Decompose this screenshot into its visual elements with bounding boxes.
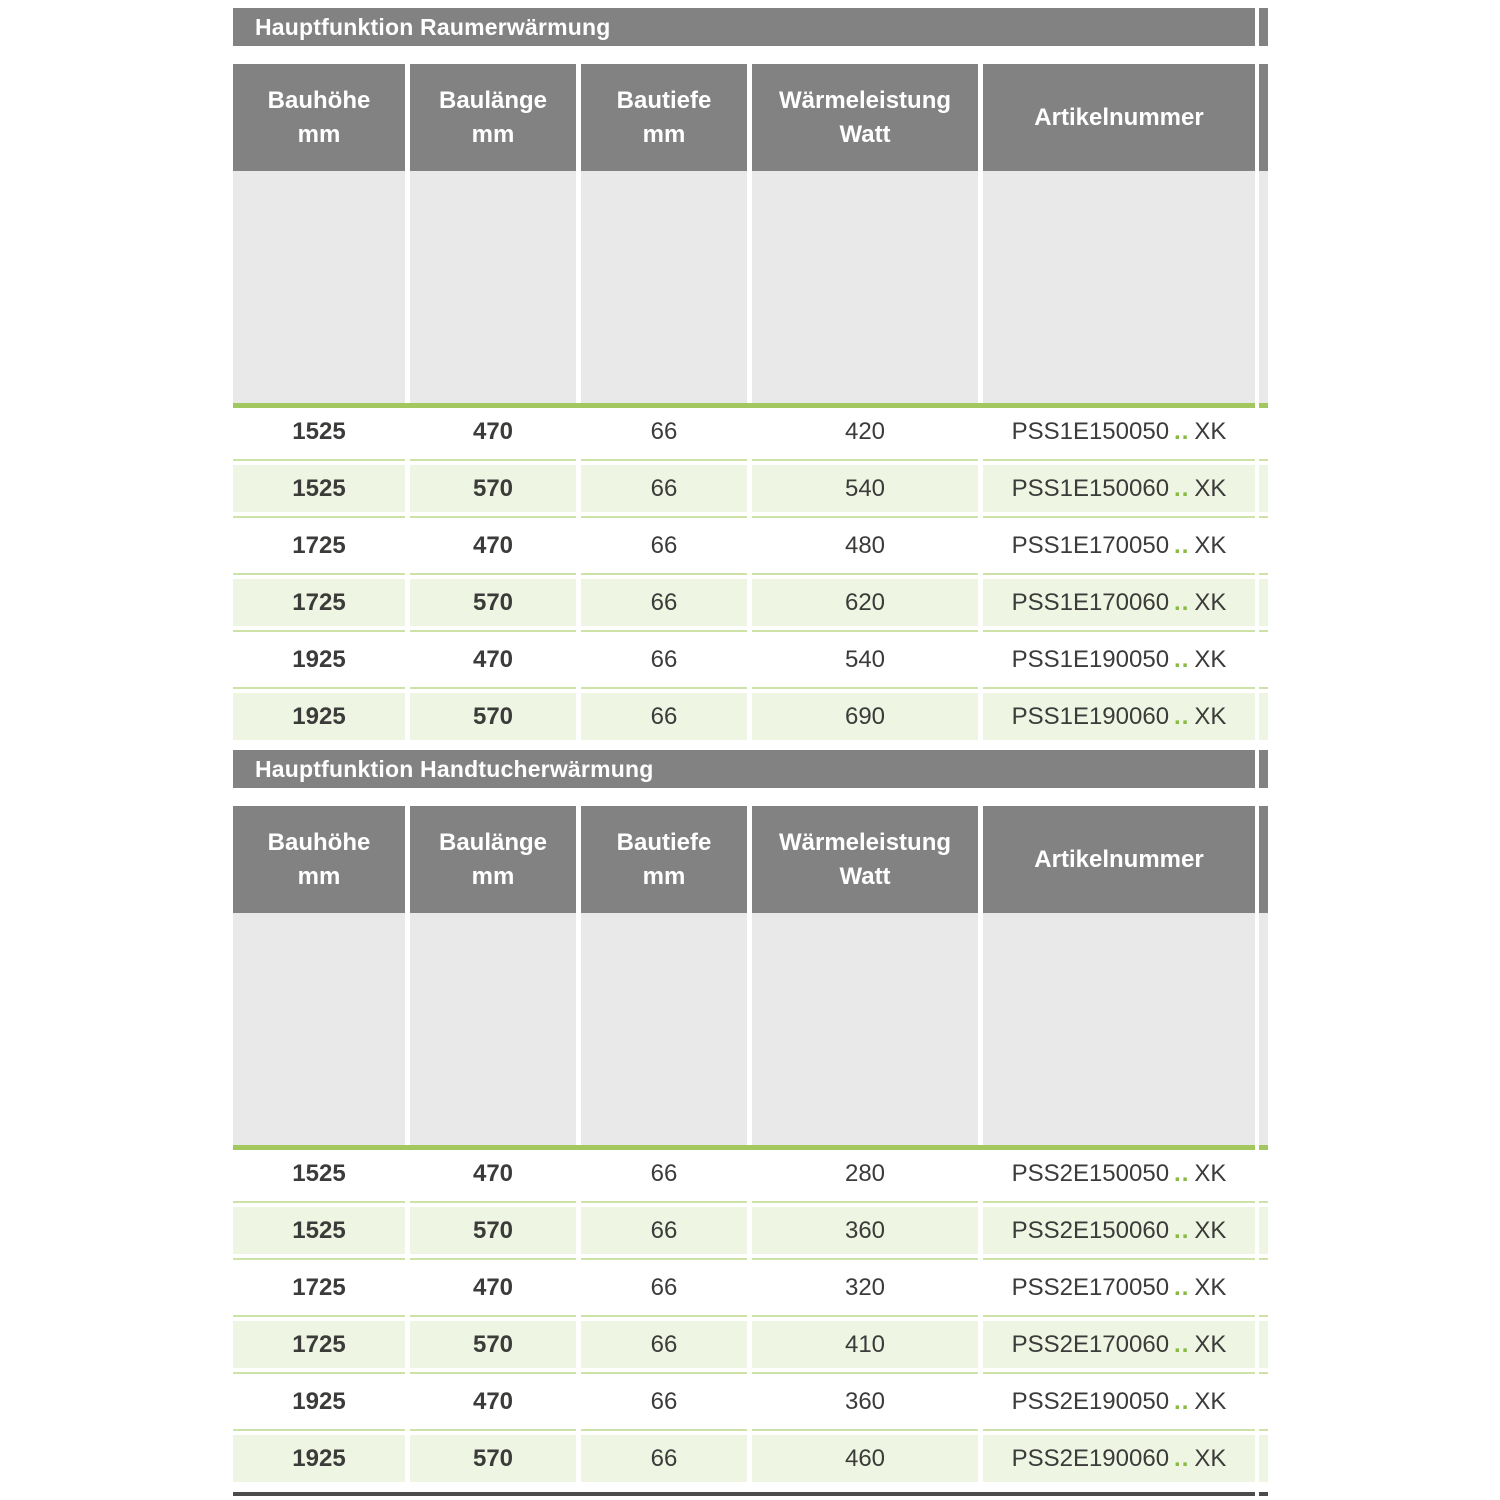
column-header-line1: Bautiefe [616,828,712,856]
table-row [233,1435,1268,1482]
cell-baulaenge: 570 [410,1321,576,1368]
section-title: Hauptfunktion Handtucherwärmung [255,755,654,782]
artikel-prefix: PSS1E190050 [1011,645,1170,673]
table-row [233,1378,1268,1425]
artikel-prefix: PSS1E150060 [1011,474,1170,502]
table-edge-sliver [1259,693,1268,740]
image-placeholder [581,171,747,403]
column-header-artikelnummer [983,64,1255,171]
artikel-suffix: XK [1194,417,1227,445]
cell-baulaenge: 470 [410,636,576,683]
cell-artikelnummer [983,636,1255,683]
column-header-artikelnummer [983,806,1255,913]
column-header-line2: mm [642,120,686,148]
table-edge-sliver [1259,913,1268,1145]
column-header-bautiefe [581,806,747,913]
bottom-rule [233,1492,1268,1496]
column-header-baulaenge [410,64,576,171]
cell-bautiefe: 66 [581,465,747,512]
cell-artikelnummer [983,1378,1255,1425]
table-edge-sliver [1259,522,1268,569]
cell-waermeleistung: 540 [752,636,978,683]
column-header-line2: Watt [839,862,891,890]
cell-artikelnummer [983,1207,1255,1254]
artikel-prefix: PSS2E170050 [1011,1273,1170,1301]
artikel-dots: .. [1174,474,1190,502]
cell-baulaenge: 470 [410,1264,576,1311]
artikel-dots: .. [1174,588,1190,616]
cell-waermeleistung: 460 [752,1435,978,1482]
cell-baulaenge: 470 [410,1150,576,1197]
column-header-line1: Wärmeleistung [778,86,952,114]
cell-waermeleistung: 480 [752,522,978,569]
artikel-dots: .. [1174,1159,1190,1187]
cell-bauhoehe: 1725 [233,1264,405,1311]
cell-artikelnummer [983,1264,1255,1311]
section-title-bar [233,750,1255,788]
image-placeholder [410,171,576,403]
artikel-dots: .. [1174,1330,1190,1358]
artikel-prefix: PSS2E150060 [1011,1216,1170,1244]
section-title: Hauptfunktion Raumerwärmung [255,13,611,40]
product-image-area [233,171,1268,403]
image-placeholder [752,171,978,403]
cell-bauhoehe: 1925 [233,1435,405,1482]
column-header-line2: mm [297,120,341,148]
column-header-line1: Bauhöhe [267,828,371,856]
table-edge-sliver [1259,64,1268,171]
cell-bauhoehe: 1725 [233,1321,405,1368]
cell-bautiefe: 66 [581,1150,747,1197]
cell-waermeleistung: 420 [752,408,978,455]
data-rows [233,1150,1268,1482]
cell-waermeleistung: 540 [752,465,978,512]
cell-bautiefe: 66 [581,1207,747,1254]
cell-bauhoehe: 1925 [233,636,405,683]
data-rows [233,408,1268,740]
cell-artikelnummer [983,1435,1255,1482]
artikel-prefix: PSS2E190060 [1011,1444,1170,1472]
artikel-suffix: XK [1194,588,1227,616]
cell-artikelnummer [983,1321,1255,1368]
artikel-suffix: XK [1194,531,1227,559]
cell-bautiefe: 66 [581,636,747,683]
table-row [233,693,1268,740]
cell-waermeleistung: 360 [752,1378,978,1425]
artikel-suffix: XK [1194,1444,1227,1472]
artikel-dots: .. [1174,645,1190,673]
artikel-prefix: PSS1E170060 [1011,588,1170,616]
cell-artikelnummer [983,408,1255,455]
image-placeholder [233,171,405,403]
cell-waermeleistung: 280 [752,1150,978,1197]
column-header-waermeleistung [752,64,978,171]
table-edge-sliver [1259,806,1268,913]
artikel-suffix: XK [1194,1387,1227,1415]
artikel-dots: .. [1174,702,1190,730]
section-title-bar [233,8,1255,46]
cell-waermeleistung: 360 [752,1207,978,1254]
column-header-line1: Bauhöhe [267,86,371,114]
cell-artikelnummer [983,693,1255,740]
table-edge-sliver [1259,408,1268,455]
artikel-suffix: XK [1194,1273,1227,1301]
artikel-prefix: PSS2E190050 [1011,1387,1170,1415]
cell-bautiefe: 66 [581,408,747,455]
column-header-row [233,806,1268,913]
artikel-dots: .. [1174,1273,1190,1301]
cell-baulaenge: 570 [410,465,576,512]
cell-bautiefe: 66 [581,1435,747,1482]
table-row [233,408,1268,455]
artikel-dots: .. [1174,417,1190,445]
column-header-bautiefe [581,64,747,171]
artikel-prefix: PSS1E190060 [1011,702,1170,730]
table-edge-sliver [1259,1150,1268,1197]
table-edge-sliver [1259,1378,1268,1425]
column-header-bauhoehe [233,806,405,913]
cell-bauhoehe: 1725 [233,522,405,569]
table-edge-sliver [1259,636,1268,683]
column-header-line2: mm [471,862,515,890]
artikel-prefix: PSS1E170050 [1011,531,1170,559]
column-header-bauhoehe [233,64,405,171]
cell-bautiefe: 66 [581,1378,747,1425]
cell-bautiefe: 66 [581,693,747,740]
cell-baulaenge: 570 [410,1435,576,1482]
cell-artikelnummer [983,465,1255,512]
image-placeholder [581,913,747,1145]
table-edge-sliver [1259,8,1268,46]
product-image-area [233,913,1268,1145]
image-placeholder [410,913,576,1145]
column-header-line2: mm [471,120,515,148]
artikel-suffix: XK [1194,645,1227,673]
table-row [233,1150,1268,1197]
column-header-waermeleistung [752,806,978,913]
table-row [233,636,1268,683]
column-header-line1: Baulänge [438,828,548,856]
cell-baulaenge: 470 [410,1378,576,1425]
column-header-baulaenge [410,806,576,913]
cell-bautiefe: 66 [581,1264,747,1311]
cell-baulaenge: 570 [410,693,576,740]
column-header-line2: mm [642,862,686,890]
column-header-line1: Bautiefe [616,86,712,114]
artikel-suffix: XK [1194,1216,1227,1244]
artikel-dots: .. [1174,1387,1190,1415]
column-header-row [233,64,1268,171]
cell-bauhoehe: 1725 [233,579,405,626]
table-edge-sliver [1259,1264,1268,1311]
cell-bautiefe: 66 [581,522,747,569]
column-header-line1: Wärmeleistung [778,828,952,856]
cell-bautiefe: 66 [581,1321,747,1368]
spacer [233,788,1268,806]
artikel-suffix: XK [1194,702,1227,730]
column-header-line1: Baulänge [438,86,548,114]
image-placeholder [752,913,978,1145]
artikel-prefix: PSS1E150050 [1011,417,1170,445]
artikel-dots: .. [1174,1216,1190,1244]
section-handtucherwaermung [233,750,1268,1482]
section-title-band [233,750,1268,788]
cell-waermeleistung: 410 [752,1321,978,1368]
table-row [233,522,1268,569]
table-row [233,1264,1268,1311]
cell-waermeleistung: 620 [752,579,978,626]
cell-bauhoehe: 1525 [233,1207,405,1254]
table-edge-sliver [1259,1207,1268,1254]
artikel-suffix: XK [1194,474,1227,502]
cell-baulaenge: 570 [410,579,576,626]
spacer [233,46,1268,64]
section-raumerwaermung [233,8,1268,740]
cell-bauhoehe: 1925 [233,1378,405,1425]
artikel-dots: .. [1174,531,1190,559]
cell-artikelnummer [983,1150,1255,1197]
table-row [233,579,1268,626]
cell-bauhoehe: 1925 [233,693,405,740]
image-placeholder [983,913,1255,1145]
column-header-line2: mm [297,862,341,890]
cell-waermeleistung: 690 [752,693,978,740]
table-edge-sliver [1259,465,1268,512]
cell-bautiefe: 66 [581,579,747,626]
table-edge-sliver [1259,579,1268,626]
cell-baulaenge: 570 [410,1207,576,1254]
table-row [233,1321,1268,1368]
artikel-suffix: XK [1194,1330,1227,1358]
artikel-suffix: XK [1194,1159,1227,1187]
artikel-prefix: PSS2E150050 [1011,1159,1170,1187]
section-title-band [233,8,1268,46]
cell-baulaenge: 470 [410,408,576,455]
cell-waermeleistung: 320 [752,1264,978,1311]
table-edge-sliver [1259,750,1268,788]
catalog-page [233,8,1268,1496]
cell-bauhoehe: 1525 [233,408,405,455]
table-edge-sliver [1259,1321,1268,1368]
cell-bauhoehe: 1525 [233,465,405,512]
image-placeholder [233,913,405,1145]
table-row [233,465,1268,512]
cell-baulaenge: 470 [410,522,576,569]
column-header-line1: Artikelnummer [1034,845,1204,873]
column-header-line1: Artikelnummer [1034,103,1204,131]
cell-bauhoehe: 1525 [233,1150,405,1197]
column-header-line2: Watt [839,120,891,148]
table-edge-sliver [1259,1435,1268,1482]
table-row [233,1207,1268,1254]
cell-artikelnummer [983,579,1255,626]
cell-artikelnummer [983,522,1255,569]
artikel-dots: .. [1174,1444,1190,1472]
table-edge-sliver [1259,171,1268,403]
image-placeholder [983,171,1255,403]
artikel-prefix: PSS2E170060 [1011,1330,1170,1358]
